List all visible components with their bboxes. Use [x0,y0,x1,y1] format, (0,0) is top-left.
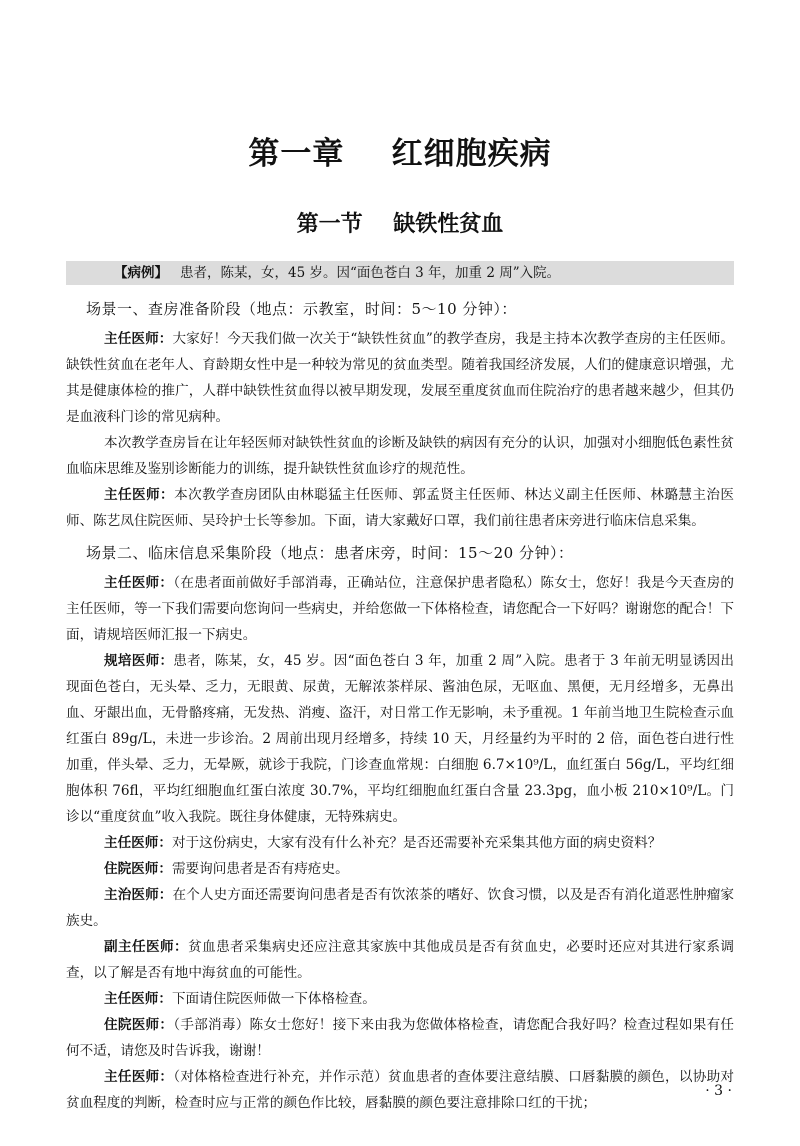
paragraph-text: 大家好！今天我们做一次关于“缺铁性贫血”的教学查房，我是主持本次教学查房的主任医师。缺铁性贫血在老年人、育龄期女性中是一种较为常见的贫血类型。随着我国经济发展，人们的健康意识增强，尤其是健康体检的推广，人群中缺铁性贫血得以被早期发现，发展至重度贫血而住院治疗的患者越来越少，但其仍是血液科门诊的常见病种。 [66,331,735,425]
paragraph: 主任医师：本次教学查房团队由林聪猛主任医师、郭孟贤主任医师、林达义副主任医师、林璐慧主治医师、陈艺凤住院医师、吴玲护士长等参加。下面，请大家戴好口罩，我们前往患者床旁进行临床信息采集。 [66,487,735,529]
paragraph: 副主任医师：贫血患者采集病史还应注意其家族中其他成员是否有贫血史，必要时还应对其进行家系调查，以了解是否有地中海贫血的可能性。 [66,939,735,981]
speaker-label: 主治医师 [104,887,159,903]
speaker-label: 主任医师 [104,991,159,1007]
paragraph-text: 对于这份病史，大家有没有什么补充？是否还需要补充采集其他方面的病史资料？ [171,835,662,851]
paragraph-text: 下面请住院医师做一下体格检查。 [171,991,376,1007]
paragraph-text: 需要询问患者是否有痔疮史。 [171,861,349,877]
case-text: 患者，陈某，女，45 岁。因“面色苍白 3 年，加重 2 周”入院。 [180,265,561,281]
paragraph: 主任医师：（对体格检查进行补充，并作示范）贫血患者的查体要注意结膜、口唇黏膜的颜色，以协助对贫血程度的判断，检查时应与正常的颜色作比较，唇黏膜的颜色要注意排除口红的干扰； [66,1069,735,1111]
paragraph: 主任医师：对于这份病史，大家有没有什么补充？是否还需要补充采集其他方面的病史资料？ [104,835,662,851]
speaker-label: 规培医师 [104,653,160,669]
speaker-label: 住院医师 [104,861,159,877]
speaker-label: 副主任医师 [104,939,175,955]
paragraph-text: （在患者面前做好手部消毒，正确站位，注意保护患者隐私）陈女士，您好！我是今天查房的主任医师，等一下我们需要向您询问一些病史，并给您做一下体格检查，请您配合一下好吗？谢谢您的配合！下面，请规培医师汇报一下病史。 [66,575,735,643]
scene-heading: 场景二、临床信息采集阶段（地点：患者床旁，时间：15～20 分钟）： [86,544,574,562]
speaker-label: 主任医师 [104,835,159,851]
paragraph-text: 患者，陈某，女，45 岁。因“面色苍白 3 年，加重 2 周”入院。患者于 3 年前无明显诱因出现面色苍白，无头晕、乏力，无眼黄、尿黄，无解浓茶样尿、酱油色尿，无呕血、黑便，无月经增多，无鼻出血、牙龈出血，无骨骼疼痛，无发热、消瘦、盗汗，对日常工作无影响，未予重视。1 年前当地卫生院检查示血红蛋白 89g/L，未进一步诊治。2 周前出现月经增多，持续 10 天，月经量约为平时的 2 倍，面色苍白进行性加重，伴头晕、乏力，无晕厥，就诊于我院，门诊查血常规：白细胞 6.7×10⁹/L，血红蛋白 56g/L，平均红细胞体积 76fl，平均红细胞血红蛋白浓度 30.7%，平均红细胞血红蛋白含量 23.3pg，血小板 210×10⁹/L。门诊以“重度贫血”收入我院。既往身体健康，无特殊病史。 [66,653,735,825]
paragraph-text: （手部消毒）陈女士您好！接下来由我为您做体格检查，请您配合我好吗？检查过程如果有任何不适，请您及时告诉我，谢谢！ [66,1017,735,1059]
paragraph-text: 本次教学查房旨在让年轻医师对缺铁性贫血的诊断及缺铁的病因有充分的认识，加强对小细胞低色素性贫血临床思维及鉴别诊断能力的训练，提升缺铁性贫血诊疗的规范性。 [66,435,734,477]
paragraph: 主治医师：在个人史方面还需要询问患者是否有饮浓茶的嗜好、饮食习惯，以及是否有消化道恶性肿瘤家族史。 [66,887,735,929]
scene-heading: 场景一、查房准备阶段（地点：示教室，时间：5～10 分钟）： [86,300,517,318]
speaker-label: 主任医师 [104,575,160,591]
case-label: 【病例】 [114,265,168,281]
page-number: · 3 · [705,1083,732,1099]
paragraph-text: 本次教学查房团队由林聪猛主任医师、郭孟贤主任医师、林达义副主任医师、林璐慧主治医师、陈艺凤住院医师、吴玲护士长等参加。下面，请大家戴好口罩，我们前往患者床旁进行临床信息采集。 [66,487,735,529]
speaker-label: 主任医师 [104,1069,160,1085]
paragraph: 住院医师：需要询问患者是否有痔疮史。 [104,861,349,877]
paragraph-text: 在个人史方面还需要询问患者是否有饮浓茶的嗜好、饮食习惯，以及是否有消化道恶性肿瘤家族史。 [66,887,735,929]
chapter-title: 第一章 红细胞疾病 [248,136,552,172]
case-banner [66,261,734,285]
section-title: 第一节 缺铁性贫血 [296,212,504,237]
body-text [66,290,734,1116]
paragraph: 规培医师：患者，陈某，女，45 岁。因“面色苍白 3 年，加重 2 周”入院。患者于 3 年前无明显诱因出现面色苍白，无头晕、乏力，无眼黄、尿黄，无解浓茶样尿、酱油色尿，无呕血、黑便，无月经增多，无鼻出血、牙龈出血，无骨骼疼痛，无发热、消瘦、盗汗，对日常工作无影响，未予重视。1 年前当地卫生院检查示血红蛋白 89g/L，未进一步诊治。2 周前出现月经增多，持续 10 天，月经量约为平时的 2 倍，面色苍白进行性加重，伴头晕、乏力，无晕厥，就诊于我院，门诊查血常规：白细胞 6.7×10⁹/L，血红蛋白 56g/L，平均红细胞体积 76fl，平均红细胞血红蛋白浓度 30.7%，平均红细胞血红蛋白含量 23.3pg，血小板 210×10⁹/L。门诊以“重度贫血”收入我院。既往身体健康，无特殊病史。 [66,653,735,825]
paragraph: 主任医师：下面请住院医师做一下体格检查。 [104,991,376,1007]
speaker-label: 主任医师 [104,487,161,503]
paragraph: 住院医师：（手部消毒）陈女士您好！接下来由我为您做体格检查，请您配合我好吗？检查过程如果有任何不适，请您及时告诉我，谢谢！ [66,1017,735,1059]
paragraph: 主任医师：（在患者面前做好手部消毒，正确站位，注意保护患者隐私）陈女士，您好！我是今天查房的主任医师，等一下我们需要向您询问一些病史，并给您做一下体格检查，请您配合一下好吗？谢谢您的配合！下面，请规培医师汇报一下病史。 [66,575,735,643]
speaker-label: 主任医师 [104,331,159,347]
paragraph-text: （对体格检查进行补充，并作示范）贫血患者的查体要注意结膜、口唇黏膜的颜色，以协助对贫血程度的判断，检查时应与正常的颜色作比较，唇黏膜的颜色要注意排除口红的干扰； [66,1069,735,1111]
paragraph-text: 贫血患者采集病史还应注意其家族中其他成员是否有贫血史，必要时还应对其进行家系调查，以了解是否有地中海贫血的可能性。 [66,939,735,981]
paragraph: 主任医师：大家好！今天我们做一次关于“缺铁性贫血”的教学查房，我是主持本次教学查房的主任医师。缺铁性贫血在老年人、育龄期女性中是一种较为常见的贫血类型。随着我国经济发展，人们的健康意识增强，尤其是健康体检的推广，人群中缺铁性贫血得以被早期发现，发展至重度贫血而住院治疗的患者越来越少，但其仍是血液科门诊的常见病种。 [66,331,735,425]
paragraph [66,430,734,482]
speaker-label: 住院医师 [104,1017,160,1033]
